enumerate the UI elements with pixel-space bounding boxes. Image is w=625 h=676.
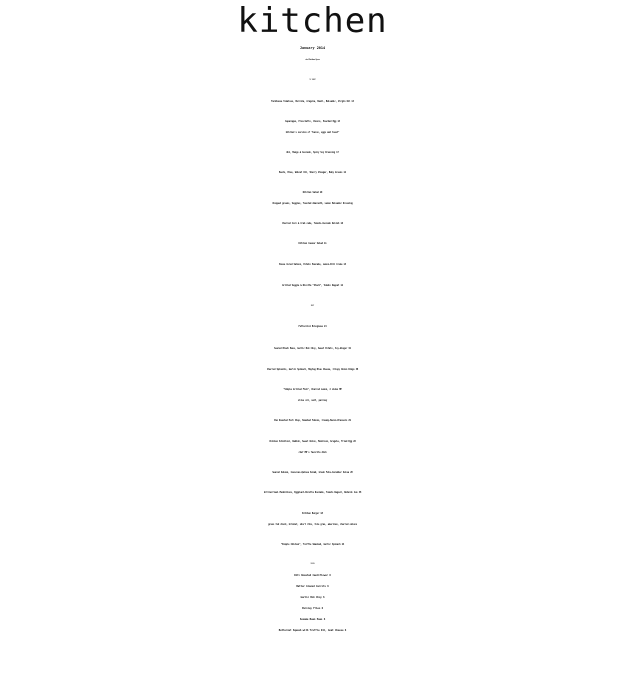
menu-item: Seared Salmon, Couscous-Quinoa Salad, Greek Feta-Cucumber Salsa 28 [272,471,353,474]
menu-date: January 2014 [299,46,326,50]
side-item: Sesame Bean Peas 6 [299,618,326,621]
section-heading-next: NEXT [310,306,315,307]
side-item: Parsley Fries 6 [301,607,324,610]
chef-name: chef Matthew Byrne [305,60,320,61]
health-warning-continued [0,652,625,661]
menu-item: "Simple Chicken", Truffle Smashed, Garlic Spinach 24 [280,543,345,546]
menu-item: Kitchen Salad 10 [302,191,323,194]
menu-item: "Simple Grilled Fish", Charred Lemon, 2 sides MP [283,388,342,391]
side-item: Garlic Bok Choy 6 [300,596,325,599]
side-item: Dill Roasted Cauliflower 6 [294,574,331,577]
menu-item: Seared Black Bass, Garlic Bok Choy, Sweet Potato, Soy-Ginger 32 [274,347,351,350]
menu-item-description: grass fed chuck, brisket, short ribs, foie gras, american, charred onions [268,523,357,526]
section-heading-to-start: TO START [309,80,316,81]
restaurant-title: kitchen [237,1,388,41]
menu-item: Kitchen Burger 18 [302,512,323,515]
menu-item-description: kitchen's version of "bacon, eggs and toast" [285,131,340,134]
substitution-notice [0,661,625,670]
menu-item: Kitchen Caesar Salad 11 [298,242,327,245]
menu-item-description: Chopped greens, Veggies, Toasted Amaranth, Lemon Balsamic Dressing [272,202,353,205]
side-item: Butternut Squash with Truffle Oil, Goat Cheese 6 [278,629,347,632]
menu-item-description: chef MB's favorite dish [298,451,327,454]
section-heading-sides: SIDES [310,564,315,565]
menu-item: Pan Roasted Pork Chop, Smashed Yukons, Creamy-Bacon-Brussels 29 [274,419,351,422]
menu-item: Charred Corn & Crab cake, Tomato-Avocado Relish 16 [282,222,343,225]
side-item: Butter Glazed Carrots 6 [296,585,329,588]
menu-item: Fettuccini Bolognese 24 [298,325,327,328]
menu-item: Grilled Veal Medallions, Eggplant-Ricotta Roulade, Tomato Ragout, Natural Jus 38 [263,491,362,494]
menu-item: Beets, Blue, Walnut Oil, Sherry Vinegar, Baby Greens 12 [279,171,346,174]
menu-item: Charred Spinalis, Garlic Spinach, Maytag Blue Cheese, Crispy Onion Rings 38 [266,368,359,371]
menu-item: Grilled Veggie & Ricotta "Stack", Tomato Ragout 12 [282,284,343,287]
health-warning [0,643,625,652]
menu-item: Farmhouse Tomatoes, Burrata, Arugula, Basil, Balsamic, Virgin Oil 13 [271,100,354,103]
menu-item: Asparagus, Prosciutto, Chevre, Poached Egg 13 [285,120,340,123]
menu-item: Chicken Schnitzel, Radish, Sweet Onion, Mushroom, Arugula, Fried Egg 26 [269,440,356,443]
menu-item: House Cured Salmon, Potato Pancake, Lemon-Dill Creme 13 [279,263,346,266]
menu-item: Ahi, Mango & Avocado, Spicy Soy Dressing 17 [286,151,339,154]
menu-item-description: olive oil, salt, parsley [297,399,328,402]
